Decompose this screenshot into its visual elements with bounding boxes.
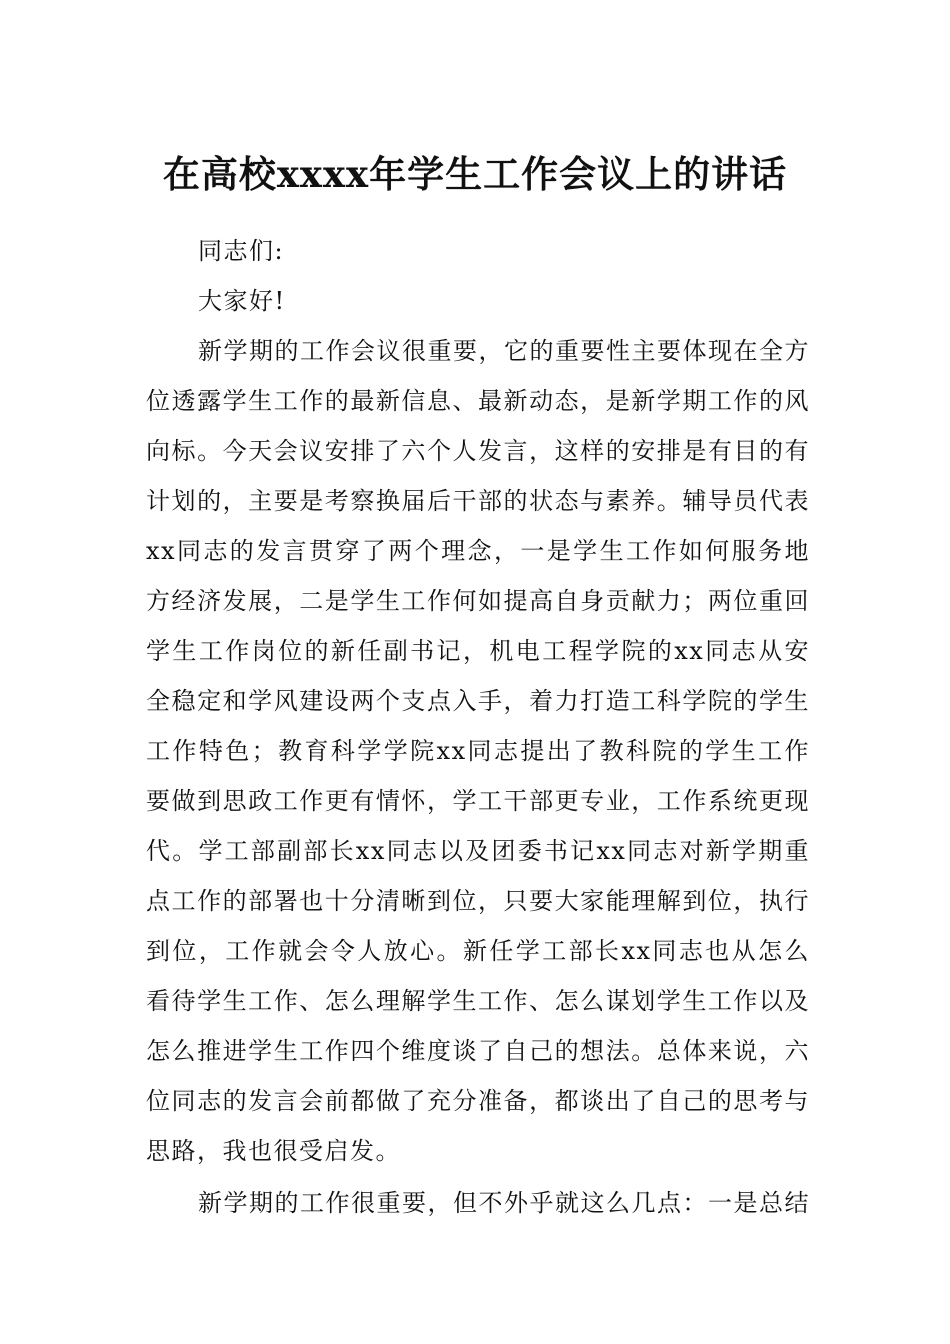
paragraph: 新学期的工作很重要，但不外乎就这么几点：一是总结	[198, 1189, 810, 1217]
greeting: 大家好!	[198, 287, 286, 315]
document-body	[146, 226, 810, 1228]
document-title: 在高校xxxx年学生工作会议上的讲话	[162, 152, 788, 196]
paragraph: 新学期的工作会议很重要，它的重要性主要体现在全方位透露学生工作的最新信息、最新动态，是新学期工作的风向标。今天会议安排了六个人发言，这样的安排是有目的有计划的，主要是考察换届后干部的状态与素养。辅导员代表xx同志的发言贯穿了两个理念，一是学生工作如何服务地方经济发展，二是学生工作何如提高自身贡献力；两位重回学生工作岗位的新任副书记，机电工程学院的xx同志从安全稳定和学风建设两个支点入手，着力打造工科学院的学生工作特色；教育科学学院xx同志提出了教科院的学生工作要做到思政工作更有情怀，学工干部更专业，工作系统更现代。学工部副部长xx同志以及团委书记xx同志对新学期重点工作的部署也十分清晰到位，只要大家能理解到位，执行到位，工作就会令人放心。新任学工部长xx同志也从怎么看待学生工作、怎么理解学生工作、怎么谋划学生工作以及怎么推进学生工作四个维度谈了自己的想法。总体来说，六位同志的发言会前都做了充分准备，都谈出了自己的思考与思路，我也很受启发。	[146, 337, 810, 1165]
salutation: 同志们:	[198, 237, 285, 265]
